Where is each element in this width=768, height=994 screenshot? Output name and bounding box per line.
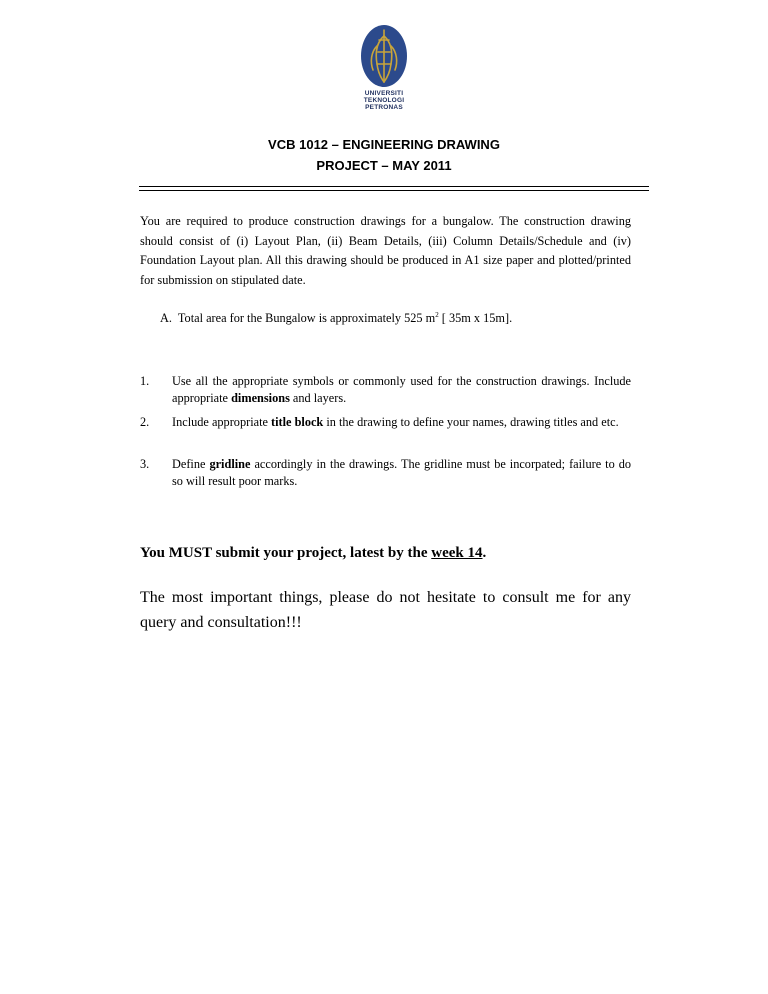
closing-note: The most important things, please do not hesitate to consult me for any query and consultation!!! xyxy=(140,589,631,631)
logo-text-line2: TEKNOLOGI xyxy=(363,97,405,104)
rule-3-number: 3. xyxy=(140,457,150,471)
divider-line-top xyxy=(139,186,649,187)
submission-deadline: You MUST submit your project, latest by the week 14. xyxy=(140,545,487,561)
item-a xyxy=(160,310,512,326)
item-a-text-after: [ 35m x 15m]. xyxy=(438,311,513,325)
rule-1-text: Use all the appropriate symbols or commonly used for the construction drawings. Include appropriate dimensions and layers. xyxy=(172,374,631,405)
utp-crest-icon xyxy=(355,22,413,90)
rule-3-text: Define gridline accordingly in the drawings. The gridline must be incorpated; failure to do so will result poor marks. xyxy=(172,457,632,488)
logo-text-line1: UNIVERSITI xyxy=(364,90,404,97)
rule-1-number: 1. xyxy=(140,374,150,388)
course-title: VCB 1012 – ENGINEERING DRAWING xyxy=(268,137,500,152)
intro-paragraph: You are required to produce construction drawings for a bungalow. The construction drawing should consist of (i) Layout Plan, (ii) Beam Details, (iii) Column Details/Schedule and (iv) Foundation Layout plan. All this drawing should be produced in A1 size paper and plotted/printed for submission on stipulated date. xyxy=(140,214,631,288)
item-a-superscript: 2 xyxy=(435,311,439,319)
utp-logo xyxy=(355,22,413,122)
rule-2-text: Include appropriate title block in the drawing to define your names, drawing titles and etc. xyxy=(172,415,619,429)
rule-2-emphasis: title block xyxy=(271,415,324,429)
project-title: PROJECT – MAY 2011 xyxy=(316,158,452,173)
divider-line-bottom xyxy=(139,190,649,191)
rule-2-number: 2. xyxy=(140,415,150,429)
rule-3-emphasis: gridline xyxy=(209,457,251,471)
item-a-text: Total area for the Bungalow is approximately 525 m xyxy=(177,311,436,325)
logo-text-line3: PETRONAS xyxy=(365,104,403,111)
deadline-week: week 14 xyxy=(431,545,483,561)
item-a-marker: A. xyxy=(160,311,172,325)
rule-1-emphasis: dimensions xyxy=(231,391,290,405)
